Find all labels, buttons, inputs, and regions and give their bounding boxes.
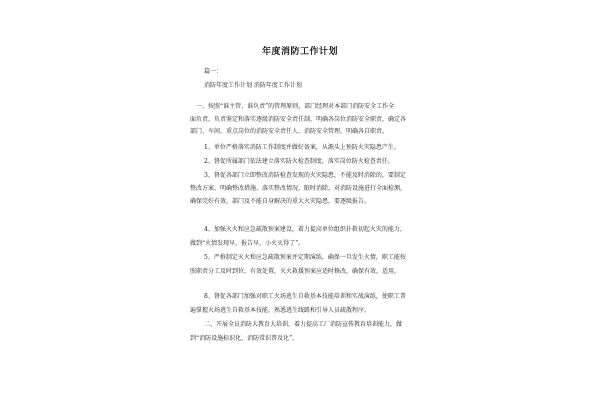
- paragraph-line: 部门、车间、重点岗位的消防安全责任人、消防安全管理，明确各自职责。: [190, 128, 389, 135]
- paragraph-line: 3、督促各部门立即整改消防检查发现的火灾隐患，不能及时消除的，要制定: [204, 172, 406, 179]
- document-title: 年度消防工作计划: [261, 47, 338, 57]
- paragraph-line: 5、严格制定灭火和应急疏散预案并定期演练，确保一旦发生火情，职工能按: [204, 254, 406, 261]
- paragraph-line: 二、开展全员消防大教育大培训，着力提高工厂消防宣传教育培训能力，做: [204, 321, 403, 328]
- paragraph-line: 4、加强灭火和应急疏散预案建设，着力提高单位组织扑救初起火灾的能力，: [204, 226, 406, 233]
- paragraph-line: 2、督促所属部门依法建立落实防火检查制度，落实岗位防火检查责任。: [204, 158, 394, 165]
- paragraph-line: 照职责分工及时到位，有效处置，灭火救援预案应适时修改，确保有效，适用。: [190, 268, 401, 275]
- paragraph-line: 1、单位严格落实消防工作制度并做好备案，从源头上预防火灾隐患产生。: [204, 144, 400, 151]
- paragraph-line: 遍掌握火场逃生自救基本技能，熟悉逃生线路和引导人员疏散程序。: [190, 307, 371, 314]
- paragraph-line: 做到“火情发现早，报告早，小火灭得了”。: [190, 240, 305, 247]
- paragraph-line: 一、按照“谁主管、谁负责”的管理原则，部门经理对本部门消防安全工作全: [196, 103, 395, 110]
- chapter-heading: 篇一：: [204, 68, 223, 75]
- paragraph-line: 面负责，负责鉴定和落实逐级消防安全责任制，明确各岗位消防安全职责，确定各: [190, 116, 407, 123]
- paragraph-line: 8、督促各部门加强对职工火场逃生自救基本技能培训和实战演练，使职工普: [204, 293, 406, 300]
- document-subtitle: 消防年度工作计划 消防年度工作计划: [204, 82, 302, 89]
- paragraph-line: 整改方案、明确整改措施、落实整改情况，限时消除，对消防设施进行全面检测，: [190, 185, 407, 192]
- paragraph-line: 到“消防设施标识化，消防常识普及化”。: [190, 335, 299, 342]
- paragraph-line: 确保完好有效，部门及不能自身解决的重大火灾隐患，要逐级报告。: [190, 198, 371, 205]
